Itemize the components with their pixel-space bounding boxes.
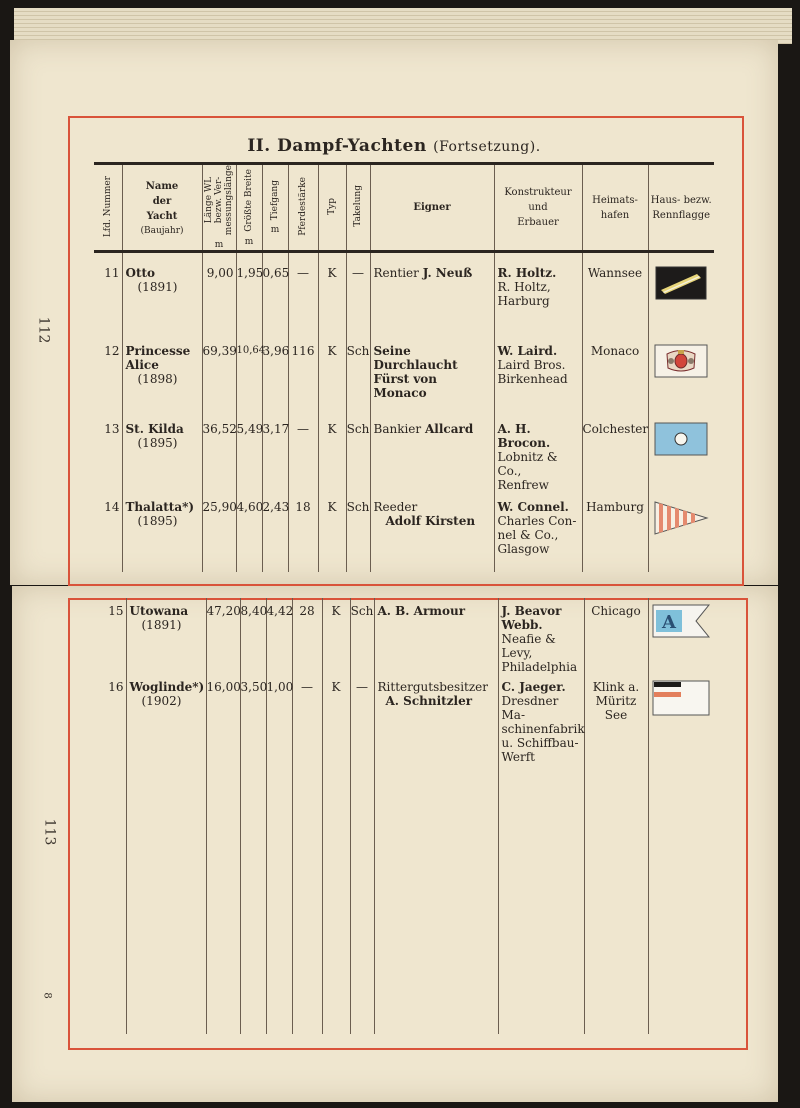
header-flag: Haus- bezw. Rennflagge xyxy=(648,164,714,252)
builder: J. Beavor Webb. Neafie & Levy, Philadelphia xyxy=(498,598,584,674)
length: 9,00 xyxy=(202,260,236,338)
depth: 3,96 xyxy=(262,338,288,416)
home-port: Wannsee xyxy=(582,260,648,338)
type: K xyxy=(318,416,346,494)
flag-cell xyxy=(648,416,714,494)
yacht-name: Thalatta*) (1895) xyxy=(122,494,202,572)
owner: Rittergutsbesitzer A. Schnitzler xyxy=(374,674,498,764)
yacht-table-bottom xyxy=(98,598,714,1034)
header-rig: Takelung xyxy=(346,164,370,252)
flag-cell xyxy=(648,598,714,674)
header-owner: Eigner xyxy=(370,164,494,252)
width: 8,40 xyxy=(240,598,266,674)
rig: Sch xyxy=(346,494,370,572)
flag-pennant-stripes-icon xyxy=(653,500,709,536)
length: 47,20 xyxy=(206,598,240,674)
owner: A. B. Armour xyxy=(374,598,498,674)
section-title xyxy=(10,136,778,156)
row-number: 11 xyxy=(104,265,120,280)
yacht-table-top xyxy=(94,162,714,572)
depth: 2,43 xyxy=(262,494,288,572)
horsepower: 116 xyxy=(288,338,318,416)
header-builder: Konstrukteur und Erbauer xyxy=(494,164,582,252)
owner: Rentier J. Neuß xyxy=(370,260,494,338)
row-number: 12 xyxy=(104,343,120,358)
yacht-name: Princesse Alice (1898) xyxy=(122,338,202,416)
header-name: Name der Yacht (Baujahr) xyxy=(122,164,202,252)
width: 1,95 xyxy=(236,260,262,338)
length: 36,52 xyxy=(202,416,236,494)
owner: Seine Durchlaucht Fürst von Monaco xyxy=(370,338,494,416)
signature-mark: 8 xyxy=(41,992,53,999)
flag-monaco-crest-icon xyxy=(654,344,708,378)
width: 5,49 xyxy=(236,416,262,494)
type: K xyxy=(318,494,346,572)
flag-cell xyxy=(648,674,714,764)
type: K xyxy=(318,260,346,338)
home-port: Hamburg xyxy=(582,494,648,572)
length: 25,90 xyxy=(202,494,236,572)
table-row xyxy=(98,674,714,764)
flag-blue-disc-icon xyxy=(654,422,708,456)
flag-cell xyxy=(648,338,714,416)
rig: Sch xyxy=(346,416,370,494)
flag-diagonal-stripe-icon xyxy=(655,266,707,300)
rig: — xyxy=(346,260,370,338)
section-title-sub: (Fortsetzung). xyxy=(433,139,541,155)
flag-black-white-red-icon xyxy=(652,680,710,716)
table-row xyxy=(94,416,714,494)
table-header-row xyxy=(94,164,714,252)
builder: W. Connel. Charles Con- nel & Co., Glasgow xyxy=(494,494,582,572)
header-length: Länge WL bezw. Ver- messungslänge m xyxy=(204,165,234,251)
builder: R. Holtz. R. Holtz, Harburg xyxy=(494,260,582,338)
type: K xyxy=(322,598,350,674)
header-home-port: Heimats- hafen xyxy=(582,164,648,252)
page-number-112: 112 xyxy=(35,316,52,344)
owner: Reeder Adolf Kirsten xyxy=(370,494,494,572)
header-number: Lfd. Nummer xyxy=(94,164,122,252)
builder: W. Laird. Laird Bros. Birkenhead xyxy=(494,338,582,416)
section-title-main: II. Dampf-Yachten xyxy=(247,136,427,156)
header-horsepower: Pferdestärke xyxy=(288,164,318,252)
rig: — xyxy=(350,674,374,764)
rig: Sch xyxy=(346,338,370,416)
header-width: Größte Breite m xyxy=(236,164,262,252)
yacht-name: St. Kilda (1895) xyxy=(122,416,202,494)
header-type: Typ xyxy=(318,164,346,252)
depth: 4,42 xyxy=(266,598,292,674)
home-port: Chicago xyxy=(584,598,648,674)
page-number-113: 113 xyxy=(41,818,58,846)
header-depth: Tiefgang m xyxy=(262,164,288,252)
flag-cell xyxy=(648,260,714,338)
flag-cell xyxy=(648,494,714,572)
home-port: Monaco xyxy=(582,338,648,416)
page-112 xyxy=(10,40,778,585)
flag-swallowtail-monogram-icon xyxy=(652,604,710,638)
depth: 1,00 xyxy=(266,674,292,764)
horsepower: 18 xyxy=(288,494,318,572)
builder: A. H. Brocon. Lobnitz & Co., Renfrew xyxy=(494,416,582,494)
type: K xyxy=(322,674,350,764)
owner: Bankier Allcard xyxy=(370,416,494,494)
width: 10,64 xyxy=(236,338,262,416)
horsepower: — xyxy=(288,416,318,494)
depth: 0,65 xyxy=(262,260,288,338)
horsepower: — xyxy=(288,260,318,338)
page-113 xyxy=(12,586,778,1102)
table-row xyxy=(94,338,714,416)
yacht-name: Otto (1891) xyxy=(122,260,202,338)
table-row xyxy=(94,494,714,572)
row-number: 13 xyxy=(104,421,120,436)
svg-text:A: A xyxy=(662,612,677,633)
type: K xyxy=(318,338,346,416)
width: 4,60 xyxy=(236,494,262,572)
stacked-page-edges xyxy=(14,8,792,44)
row-number: 16 xyxy=(108,680,124,694)
home-port: Colchester xyxy=(582,416,648,494)
length: 16,00 xyxy=(206,674,240,764)
depth: 3,17 xyxy=(262,416,288,494)
table-row xyxy=(98,598,714,674)
horsepower: — xyxy=(292,674,322,764)
width: 3,50 xyxy=(240,674,266,764)
length: 69,39 xyxy=(202,338,236,416)
home-port: Klink a. Müritz See xyxy=(584,674,648,764)
yacht-name: Utowana (1891) xyxy=(126,598,206,674)
horsepower: 28 xyxy=(292,598,322,674)
builder: C. Jaeger. Dresdner Ma- schinenfabrik u. Schiffbau- Werft xyxy=(498,674,584,764)
row-number: 14 xyxy=(104,499,120,514)
rig: Sch xyxy=(350,598,374,674)
table-row xyxy=(94,260,714,338)
row-number: 15 xyxy=(108,604,124,618)
yacht-name: Woglinde*) (1902) xyxy=(126,674,206,764)
